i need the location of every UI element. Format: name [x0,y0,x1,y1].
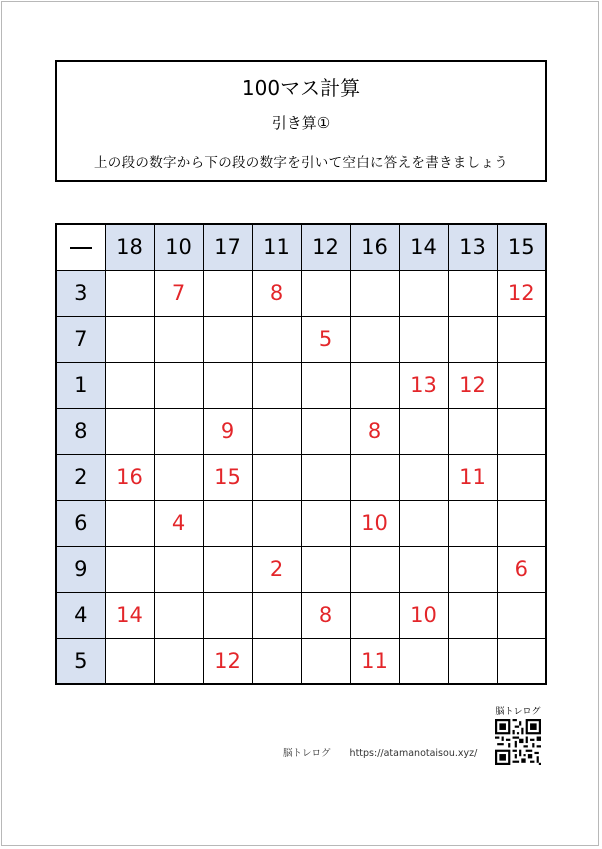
qr-code-icon [495,719,541,765]
answer-cell[interactable] [350,454,399,500]
grid-row [56,500,546,546]
answer-cell[interactable] [252,362,301,408]
answer-cell[interactable] [497,362,546,408]
grid-header-row [56,224,546,270]
answer-cell[interactable] [252,408,301,454]
top-number-cell: 16 [350,224,399,270]
answer-cell[interactable] [301,500,350,546]
answer-cell[interactable] [105,408,154,454]
top-number-cell: 15 [497,224,546,270]
answer-cell[interactable] [448,408,497,454]
grid-row [56,546,546,592]
left-number-cell: 1 [56,362,105,408]
grid-row [56,316,546,362]
grid-row [56,454,546,500]
answer-cell[interactable] [203,270,252,316]
answer-cell[interactable] [105,316,154,362]
worksheet-header [55,60,547,182]
answer-cell[interactable]: 2 [252,546,301,592]
answer-cell[interactable] [252,500,301,546]
answer-cell[interactable]: 5 [301,316,350,362]
answer-cell[interactable] [105,362,154,408]
grid-row [56,408,546,454]
answer-cell[interactable] [203,500,252,546]
answer-cell[interactable] [301,408,350,454]
answer-cell[interactable] [154,362,203,408]
answer-cell[interactable] [154,546,203,592]
top-number-cell: 18 [105,224,154,270]
answer-cell[interactable]: 10 [399,592,448,638]
left-number-cell: 6 [56,500,105,546]
top-number-cell: 17 [203,224,252,270]
left-number-cell: 7 [56,316,105,362]
left-number-cell: 8 [56,408,105,454]
answer-cell[interactable] [399,408,448,454]
minus-operator [70,247,92,249]
answer-cell[interactable] [154,592,203,638]
top-number-cell: 13 [448,224,497,270]
answer-cell[interactable] [105,546,154,592]
answer-cell[interactable] [203,546,252,592]
answer-cell[interactable] [399,500,448,546]
answer-cell[interactable] [448,546,497,592]
operator-cell [56,224,105,270]
answer-cell[interactable] [399,270,448,316]
top-number-cell: 10 [154,224,203,270]
answer-cell[interactable] [399,316,448,362]
answer-cell[interactable]: 8 [350,408,399,454]
answer-cell[interactable] [350,316,399,362]
footer-url[interactable]: https://atamanotaisou.xyz/ [349,748,478,759]
answer-cell[interactable] [105,500,154,546]
answer-cell[interactable] [154,454,203,500]
grid-row [56,270,546,316]
qr-block [490,704,546,765]
answer-cell[interactable]: 12 [497,270,546,316]
worksheet-subtitle: 引き算① [271,114,331,132]
answer-cell[interactable] [448,592,497,638]
worksheet-instruction: 上の段の数字から下の段の数字を引いて空白に答えを書きましょう [94,155,508,171]
answer-cell[interactable] [252,316,301,362]
answer-cell[interactable]: 11 [350,638,399,684]
answer-cell[interactable]: 7 [154,270,203,316]
answer-cell[interactable] [497,408,546,454]
answer-cell[interactable] [497,500,546,546]
answer-cell[interactable] [252,454,301,500]
answer-cell[interactable] [105,270,154,316]
top-number-cell: 11 [252,224,301,270]
top-number-cell: 12 [301,224,350,270]
answer-cell[interactable] [448,270,497,316]
left-number-cell: 3 [56,270,105,316]
answer-cell[interactable] [301,362,350,408]
answer-cell[interactable]: 14 [105,592,154,638]
answer-cell[interactable] [448,500,497,546]
footer [283,745,477,759]
answer-cell[interactable]: 13 [399,362,448,408]
answer-cell[interactable] [301,270,350,316]
answer-cell[interactable] [497,316,546,362]
answer-cell[interactable] [399,454,448,500]
answer-cell[interactable] [448,638,497,684]
answer-cell[interactable] [497,592,546,638]
answer-cell[interactable]: 8 [252,270,301,316]
answer-cell[interactable]: 10 [350,500,399,546]
grid-body [56,224,546,684]
top-number-cell: 14 [399,224,448,270]
answer-cell[interactable] [350,362,399,408]
answer-cell[interactable]: 12 [203,638,252,684]
answer-cell[interactable] [301,638,350,684]
answer-cell[interactable] [252,592,301,638]
answer-cell[interactable]: 9 [203,408,252,454]
answer-cell[interactable] [203,592,252,638]
answer-cell[interactable] [350,270,399,316]
answer-cell[interactable] [154,408,203,454]
hundred-cell-grid [55,223,547,685]
grid-row [56,362,546,408]
answer-cell[interactable]: 8 [301,592,350,638]
answer-cell[interactable] [105,638,154,684]
answer-cell[interactable] [154,316,203,362]
worksheet-title: 100マス計算 [241,76,361,100]
answer-cell[interactable] [301,454,350,500]
answer-cell[interactable] [154,638,203,684]
answer-cell[interactable]: 15 [203,454,252,500]
answer-cell[interactable]: 11 [448,454,497,500]
answer-cell[interactable] [350,546,399,592]
footer-brand: 脳トレログ [283,748,331,759]
answer-cell[interactable] [399,638,448,684]
answer-cell[interactable] [448,316,497,362]
answer-cell[interactable]: 4 [154,500,203,546]
grid-row [56,638,546,684]
answer-cell[interactable]: 16 [105,454,154,500]
answer-cell[interactable] [350,592,399,638]
answer-cell[interactable] [203,362,252,408]
left-number-cell: 5 [56,638,105,684]
left-number-cell: 9 [56,546,105,592]
answer-cell[interactable] [203,316,252,362]
answer-cell[interactable] [497,454,546,500]
answer-cell[interactable] [301,546,350,592]
answer-cell[interactable]: 12 [448,362,497,408]
answer-cell[interactable] [252,638,301,684]
worksheet-page [1,1,599,846]
left-number-cell: 2 [56,454,105,500]
answer-cell[interactable] [399,546,448,592]
grid-row [56,592,546,638]
qr-label: 脳トレログ [495,707,541,717]
answer-cell[interactable]: 6 [497,546,546,592]
left-number-cell: 4 [56,592,105,638]
answer-cell[interactable] [497,638,546,684]
